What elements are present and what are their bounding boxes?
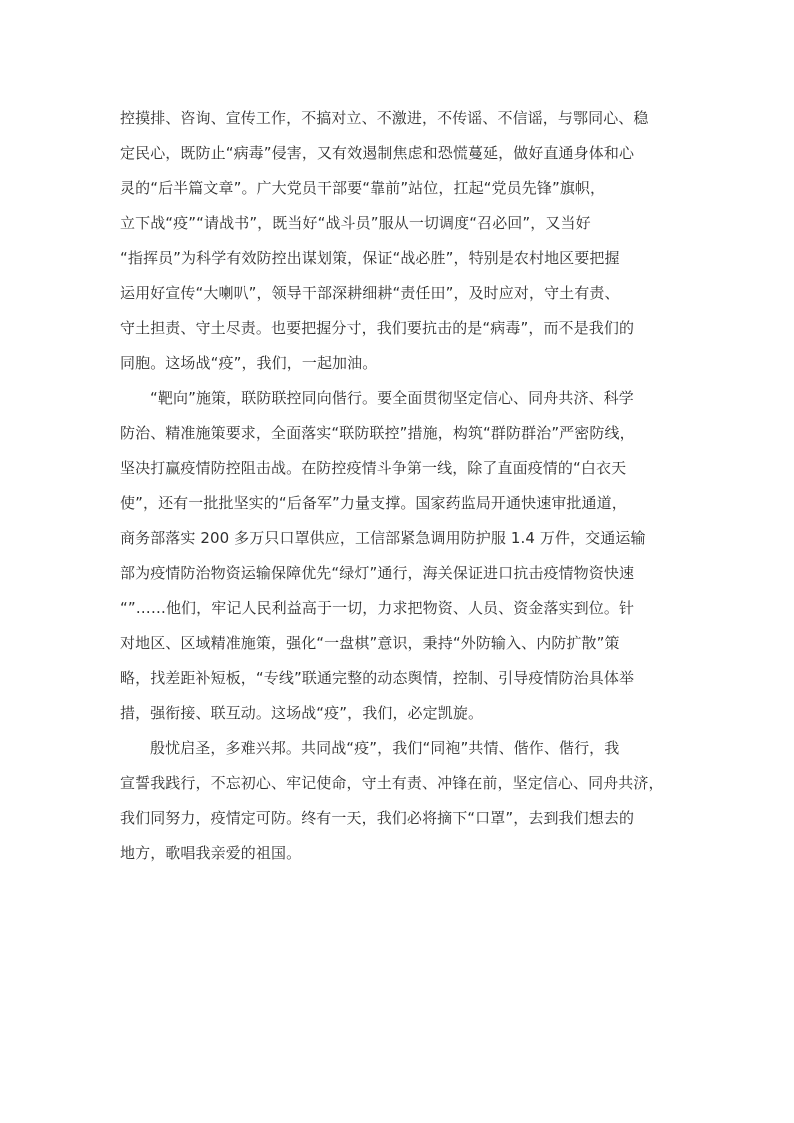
paragraph-line: 宣誓我践行，不忘初心、牢记使命，守土有责、冲锋在前，坚定信心、同舟共济， [120,774,664,792]
paragraph-line: 灵的“后半篇文章”。广大党员干部要“靠前”站位，扛起“党员先锋”旗帜， [120,179,606,197]
paragraph-line: “靶向”施策，联防联控同向偕行。要全面贯彻坚定信心、同舟共济、科学 [150,389,634,407]
paragraph-line: 防治、精准施策要求，全面落实“联防联控”措施，构筑“群防群治”严密防线， [120,424,635,442]
paragraph-line: 我们同努力，疫情定可防。终有一天，我们必将摘下“口罩”，去到我们想去的 [120,809,635,827]
paragraph-line: 立下战“疫”“请战书”，既当好“战斗员”服从一切调度“召必回”，又当好 [120,214,591,232]
paragraph-line: 使”，还有一批批坚实的“后备军”力量支撑。国家药监局开通快速审批通道， [120,494,627,512]
paragraph-line: 同胞。这场战“疫”，我们，一起加油。 [120,354,378,372]
paragraph-line: 运用好宣传“大喇叭”，领导干部深耕细耕“责任田”，及时应对，守土有责、 [120,284,620,302]
paragraph-line: “指挥员”为科学有效防控出谋划策，保证“战必胜”，特别是农村地区要把握 [120,249,620,267]
paragraph-line: 定民心，既防止“病毒”侵害，又有效遏制焦虑和恐慌蔓延，做好直通身体和心 [120,144,635,162]
paragraph-line: 地方，歌唱我亲爱的祖国。 [120,844,302,862]
paragraph-line: 部为疫情防治物资运输保障优先“绿灯”通行，海关保证进口抗击疫情物资快速 [120,564,635,582]
paragraph-line: 守土担责、守土尽责。也要把握分寸，我们要抗击的是“病毒”，而不是我们的 [120,319,635,337]
paragraph-line: 对地区、区域精准施策，强化“一盘棋”意识，秉持“外防输入、内防扩散”策 [120,634,620,652]
paragraph-line: 措，强衔接、联互动。这场战“疫”，我们，必定凯旋。 [120,704,484,722]
paragraph-line: 殷忧启圣，多难兴邦。共同战“疫”，我们“同袍”共情、偕作、偕行，我 [150,739,620,757]
paragraph-line: “”……他们，牢记人民利益高于一切，力求把物资、人员、资金落实到位。针 [120,599,635,617]
paragraph-line: 略，找差距补短板，“专线”联通完整的动态舆情，控制、引导疫情防治具体举 [120,669,635,687]
paragraph-line: 坚决打赢疫情防控阻击战。在防控疫情斗争第一线，除了直面疫情的“白衣天 [120,459,627,477]
paragraph-line: 商务部落实 200 多万只口罩供应，工信部紧急调用防护服 1.4 万件，交通运输 [120,529,646,547]
paragraph-line: 控摸排、咨询、宣传工作，不搞对立、不激进，不传谣、不信谣，与鄂同心、稳 [120,109,649,127]
